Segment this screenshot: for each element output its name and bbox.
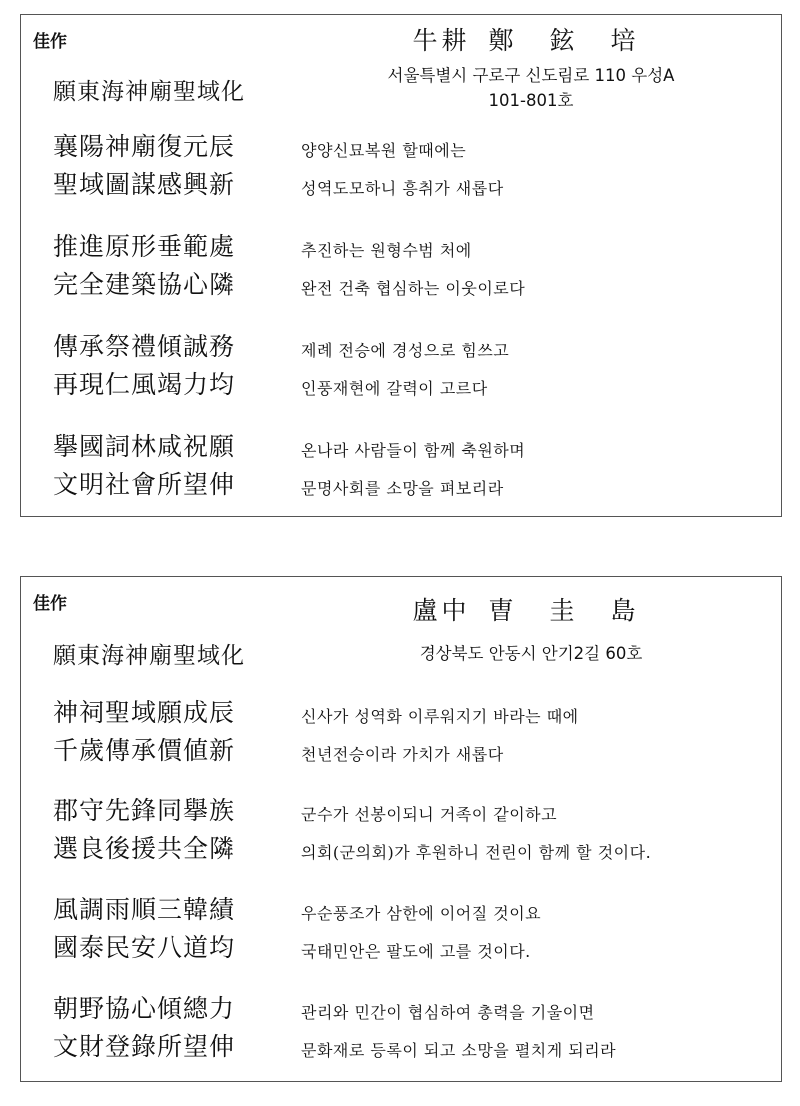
hanja-line: 推進原形垂範處 (53, 232, 236, 261)
korean-line: 양양신묘복원 할때에는 (301, 141, 467, 160)
author-name: 鄭 鉉 培 (488, 26, 650, 55)
hanja-line: 聖域圖謀感興新 (53, 170, 236, 199)
korean-line: 인풍재현에 갈력이 고르다 (301, 379, 488, 398)
korean-line: 군수가 선봉이되니 거족이 같이하고 (301, 805, 558, 824)
hanja-line: 千歲傳承價値新 (53, 736, 236, 765)
korean-line: 국태민안은 팔도에 고를 것이다. (301, 942, 531, 961)
stanza-hanja (53, 792, 235, 868)
stanza-hanja (53, 128, 235, 204)
stanza-korean (301, 895, 541, 971)
stanza-hanja (53, 990, 235, 1066)
stanza-korean (301, 232, 525, 308)
stanza-korean (301, 698, 579, 774)
hanja-line: 郡守先鋒同擧族 (53, 796, 236, 825)
address-line: 서울특별시 구로구 신도림로 110 우성A (387, 66, 675, 85)
stanza-hanja (53, 891, 235, 967)
hanja-line: 神祠聖域願成辰 (53, 698, 236, 727)
hanja-line: 文明社會所望伸 (53, 470, 236, 499)
stanza-hanja (53, 428, 235, 504)
pen-name: 盧中 (412, 596, 471, 625)
hanja-line: 文財登錄所望伸 (53, 1032, 236, 1061)
korean-line: 관리와 민간이 협심하여 총력을 기울이면 (301, 1003, 595, 1022)
hanja-line: 襄陽神廟復元辰 (53, 132, 236, 161)
stanza-hanja (53, 328, 235, 404)
korean-line: 완전 건축 협심하는 이웃이로다 (301, 279, 526, 298)
korean-line: 추진하는 원형수범 처에 (301, 241, 472, 260)
author-address (291, 63, 771, 113)
poem-card-1 (20, 14, 782, 517)
stanza-korean (301, 132, 504, 208)
stanza-hanja (53, 228, 235, 304)
award-label: 佳作 (33, 32, 67, 52)
hanja-line: 風調雨順三韓績 (53, 895, 236, 924)
hanja-line: 朝野協心傾總力 (53, 994, 236, 1023)
hanja-line: 傳承祭禮傾誠務 (53, 332, 236, 361)
hanja-line: 再現仁風竭力均 (53, 370, 236, 399)
stanza-korean (301, 432, 525, 508)
korean-line: 제례 전승에 경성으로 힘쓰고 (301, 341, 510, 360)
korean-line: 문화재로 등록이 되고 소망을 펼치게 되리라 (301, 1041, 617, 1060)
stanza-korean (301, 796, 651, 872)
hanja-line: 國泰民安八道均 (53, 933, 236, 962)
korean-line: 천년전승이라 가치가 새롭다 (301, 745, 504, 764)
author (291, 21, 771, 57)
hanja-line: 擧國詞林咸祝願 (53, 432, 236, 461)
award-label: 佳作 (33, 594, 67, 614)
poem-title: 願東海神廟聖域化 (53, 79, 245, 105)
poem-card-2 (20, 576, 782, 1082)
korean-line: 문명사회를 소망을 펴보리라 (301, 479, 504, 498)
korean-line: 우순풍조가 삼한에 이어질 것이요 (301, 904, 542, 923)
author-address (291, 641, 771, 666)
address-line: 101-801호 (488, 91, 574, 110)
korean-line: 의회(군의회)가 후원하니 전린이 함께 할 것이다. (301, 843, 652, 862)
poem-title: 願東海神廟聖域化 (53, 643, 245, 669)
stanza-korean (301, 994, 616, 1070)
address-line: 경상북도 안동시 안기2길 60호 (419, 644, 643, 663)
stanza-hanja (53, 694, 235, 770)
korean-line: 신사가 성역화 이루워지기 바라는 때에 (301, 707, 579, 726)
korean-line: 성역도모하니 흥취가 새롭다 (301, 179, 504, 198)
hanja-line: 選良後援共全隣 (53, 834, 236, 863)
hanja-line: 完全建築協心隣 (53, 270, 236, 299)
pen-name: 牛耕 (412, 26, 471, 55)
stanza-korean (301, 332, 509, 408)
author-name: 曺 圭 島 (488, 596, 650, 625)
author (291, 591, 771, 627)
korean-line: 온나라 사람들이 함께 축원하며 (301, 441, 526, 460)
